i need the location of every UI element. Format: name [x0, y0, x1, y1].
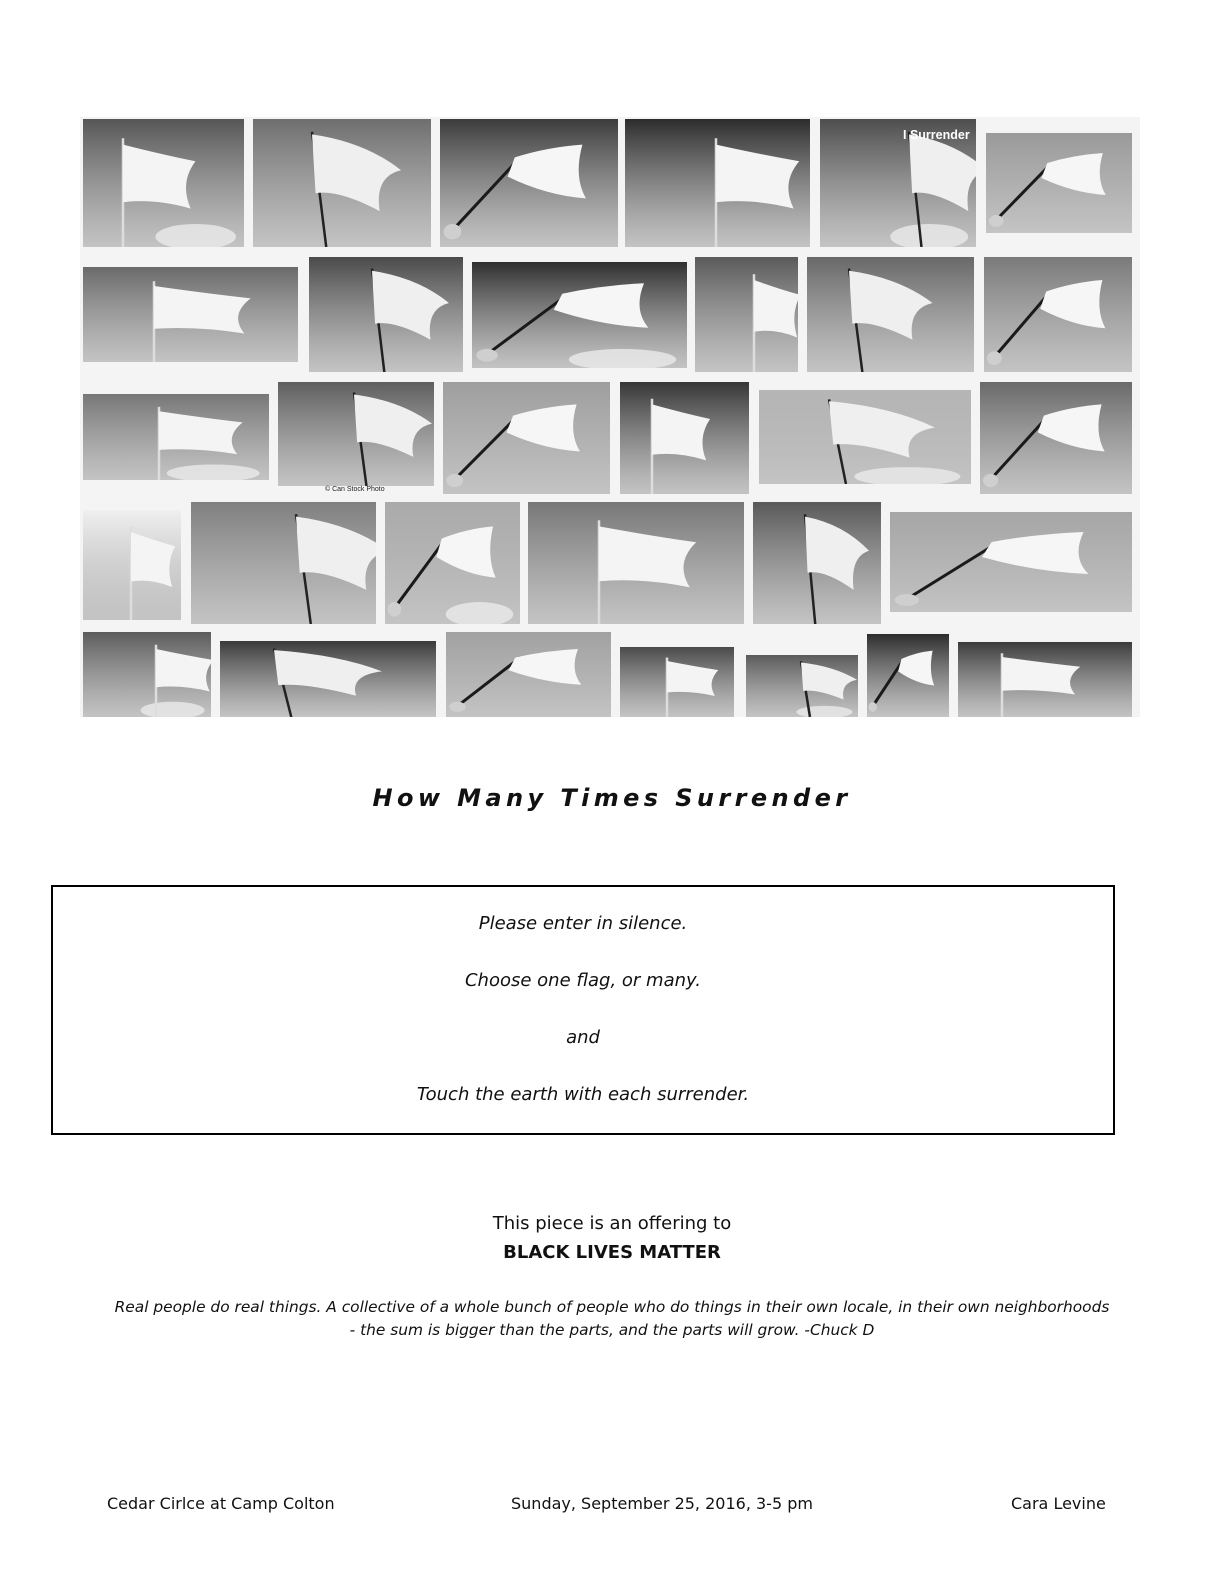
white-flag-photo: [443, 382, 610, 494]
white-flag-photo: [83, 394, 269, 480]
quote: [80, 1296, 1144, 1342]
instruction-line: Choose one flag, or many.: [464, 970, 701, 991]
page-title: How Many Times Surrender: [372, 784, 852, 812]
instruction-line: Please enter in silence.: [478, 913, 688, 934]
instructions-box: [51, 885, 1115, 1135]
white-flag-photo: [986, 133, 1132, 233]
white-flag-photo: [695, 257, 798, 372]
white-flag-photo: [472, 262, 687, 368]
white-flag-photo: [958, 642, 1132, 717]
instruction-line: and: [566, 1027, 600, 1048]
white-flag-photo: [984, 257, 1132, 372]
footer-artist: Cara Levine: [1011, 1494, 1106, 1513]
white-flag-photo: [867, 634, 949, 717]
i-surrender-caption: I Surrender: [903, 128, 970, 142]
stock-photo-caption: © Can Stock Photo: [325, 486, 385, 493]
white-flag-photo: [309, 257, 463, 372]
quote-line-2: - the sum is bigger than the parts, and the parts will grow. -Chuck D: [349, 1321, 875, 1339]
white-flag-photo: [83, 510, 181, 620]
white-flag-photo: [807, 257, 974, 372]
offering-line: This piece is an offering to: [492, 1213, 732, 1234]
movement-name: BLACK LIVES MATTER: [503, 1242, 721, 1263]
white-flag-photo: [220, 641, 436, 717]
footer-location: Cedar Cirlce at Camp Colton: [107, 1494, 335, 1513]
white-flag-photo: [278, 382, 434, 486]
white-flag-photo: [980, 382, 1132, 494]
white-flag-photo: [620, 647, 734, 717]
white-flag-photo: [746, 655, 858, 717]
white-flag-photo: [890, 512, 1132, 612]
white-flag-photo: [83, 267, 298, 362]
quote-line-1: Real people do real things. A collective of a whole bunch of people who do things in their own locale, in their own neighborhoods: [114, 1298, 1110, 1316]
white-flag-photo: [620, 382, 749, 494]
white-flag-photo: [446, 632, 611, 717]
white-flag-photo: [625, 119, 810, 247]
instruction-line: Touch the earth with each surrender.: [416, 1084, 750, 1105]
white-flag-photo: [83, 119, 244, 247]
flag-photo-collage: [80, 117, 1140, 717]
white-flag-photo: [759, 390, 971, 484]
white-flag-photo: [191, 502, 376, 624]
white-flag-photo: [753, 502, 881, 624]
white-flag-photo: [528, 502, 744, 624]
white-flag-photo: [385, 502, 520, 624]
white-flag-photo: [440, 119, 618, 247]
footer-datetime: Sunday, September 25, 2016, 3-5 pm: [511, 1494, 813, 1513]
white-flag-photo: [253, 119, 431, 247]
white-flag-photo: [83, 632, 211, 717]
